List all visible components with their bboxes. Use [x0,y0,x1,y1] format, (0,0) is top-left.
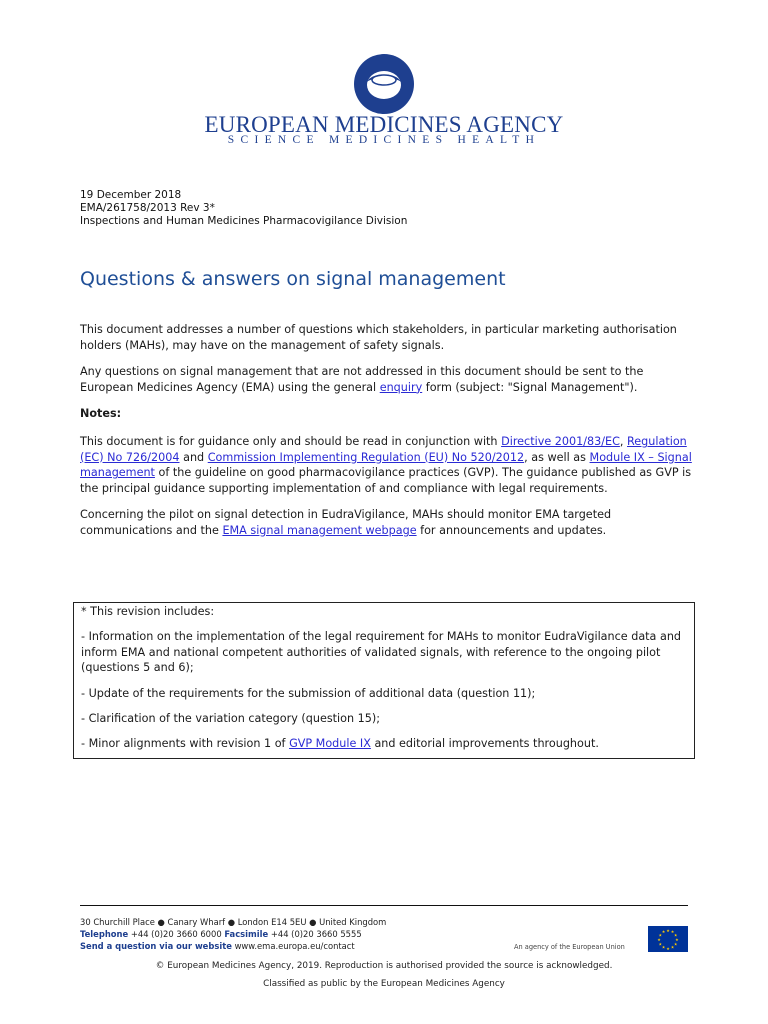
revision-text: and editorial improvements throughout. [370,737,599,751]
document-body [80,322,692,549]
agency-tagline: SCIENCE MEDICINES HEALTH [227,134,541,146]
svg-text:★: ★ [666,945,670,951]
intro-paragraph-1: This document addresses a number of questions which stakeholders, in particular marketing authorisation holders (MAHs), may have on the management of safety signals. [80,323,677,352]
website-url[interactable]: www.ema.europa.eu/contact [231,941,355,951]
document-date: 19 December 2018 [80,189,182,201]
agency-of-eu-label: An agency of the European Union [514,943,625,951]
svg-text:★: ★ [661,929,666,935]
notes-text: and [179,450,208,464]
notes-text: , as well as [524,450,590,464]
regulation-link[interactable]: Regulation (EC) No 726/2004 [80,435,687,464]
svg-text:★: ★ [666,928,670,933]
agency-name: EUROPEAN MEDICINES AGENCY [204,112,564,137]
notes-text: for announcements and updates. [416,524,607,538]
svg-text:★: ★ [657,936,661,942]
ema-emblem-icon [353,53,415,115]
notes-paragraph-2 [80,507,692,538]
revision-box [73,602,695,759]
copyright-notice: © European Medicines Agency, 2019. Reproduction is authorised provided the source is acknowledged. [155,961,613,971]
eu-flag-icon [648,926,688,952]
footer-website-line [80,940,386,952]
svg-text:★: ★ [658,941,663,947]
notes-text: of the guideline on good pharmacovigilance practices (GVP). The guidance published as GVP is the principal guidance supporting implementation of and compliance with legal requirements. [80,466,692,496]
footer-divider [80,905,688,906]
document-reference: EMA/261758/2013 Rev 3* [80,202,215,214]
svg-text:★: ★ [675,936,679,942]
svg-text:★: ★ [673,932,678,938]
footer-address: 30 Churchill Place ● Canary Wharf ● London E14 5EU ● United Kingdom [80,917,387,927]
revision-item-3: - Clarification of the variation category (question 15); [81,712,381,726]
page-title: Questions & answers on signal management [80,268,506,290]
svg-text:★: ★ [670,929,675,935]
footer-phone-line [80,928,386,940]
notes-text: , [619,435,628,449]
facsimile-label: Facsimile [224,929,269,939]
intro-text: Any questions on signal management that are not addressed in this document should be sent to the European Medicines Agency (EMA) using the general [80,364,644,394]
gvp-module-ix-link[interactable]: GVP Module IX [289,737,371,751]
classification-notice: Classified as public by the European Medicines Agency [263,979,505,989]
notes-text: This document is for guidance only and should be read in conjunction with [80,435,502,449]
signal-management-webpage-link[interactable]: EMA signal management webpage [222,524,417,538]
telephone-number: +44 (0)20 3660 6000 [128,929,225,939]
notes-heading: Notes: [80,406,122,420]
enquiry-link[interactable]: enquiry [379,380,423,394]
revision-text: - Minor alignments with revision 1 of [81,737,290,751]
intro-paragraph-2 [80,364,692,395]
svg-text:★: ★ [673,941,678,947]
revision-item-1: - Information on the implementation of the legal requirement for MAHs to monitor EudraVigilance data and inform EMA and national competent authorities of validated signals, with reference to the ongoing pilot (questions 5 and 6); [81,630,682,675]
facsimile-number: +44 (0)20 3660 5555 [268,929,362,939]
module-ix-link[interactable]: Module IX – Signal management [80,450,692,480]
document-meta [80,189,407,228]
revision-item-2: - Update of the requirements for the submission of additional data (question 11); [81,686,536,700]
svg-text:★: ★ [661,944,666,950]
implementing-regulation-link[interactable]: Commission Implementing Regulation (EU) No 520/2012 [207,450,525,464]
revision-item-4 [81,736,687,751]
notes-text: Concerning the pilot on signal detection in EudraVigilance, MAHs should monitor EMA targeted communications and the [80,508,612,538]
directive-link[interactable]: Directive 2001/83/EC [501,435,620,449]
question-label: Send a question via our website [80,941,232,951]
svg-text:★: ★ [658,932,663,938]
telephone-label: Telephone [80,929,129,939]
intro-text-end: form (subject: "Signal Management"). [422,380,638,394]
footer-address-block [80,916,386,952]
revision-intro: * This revision includes: [81,605,215,618]
document-division: Inspections and Human Medicines Pharmacovigilance Division [80,215,408,227]
notes-paragraph-1 [80,434,692,497]
svg-text:★: ★ [670,944,675,950]
